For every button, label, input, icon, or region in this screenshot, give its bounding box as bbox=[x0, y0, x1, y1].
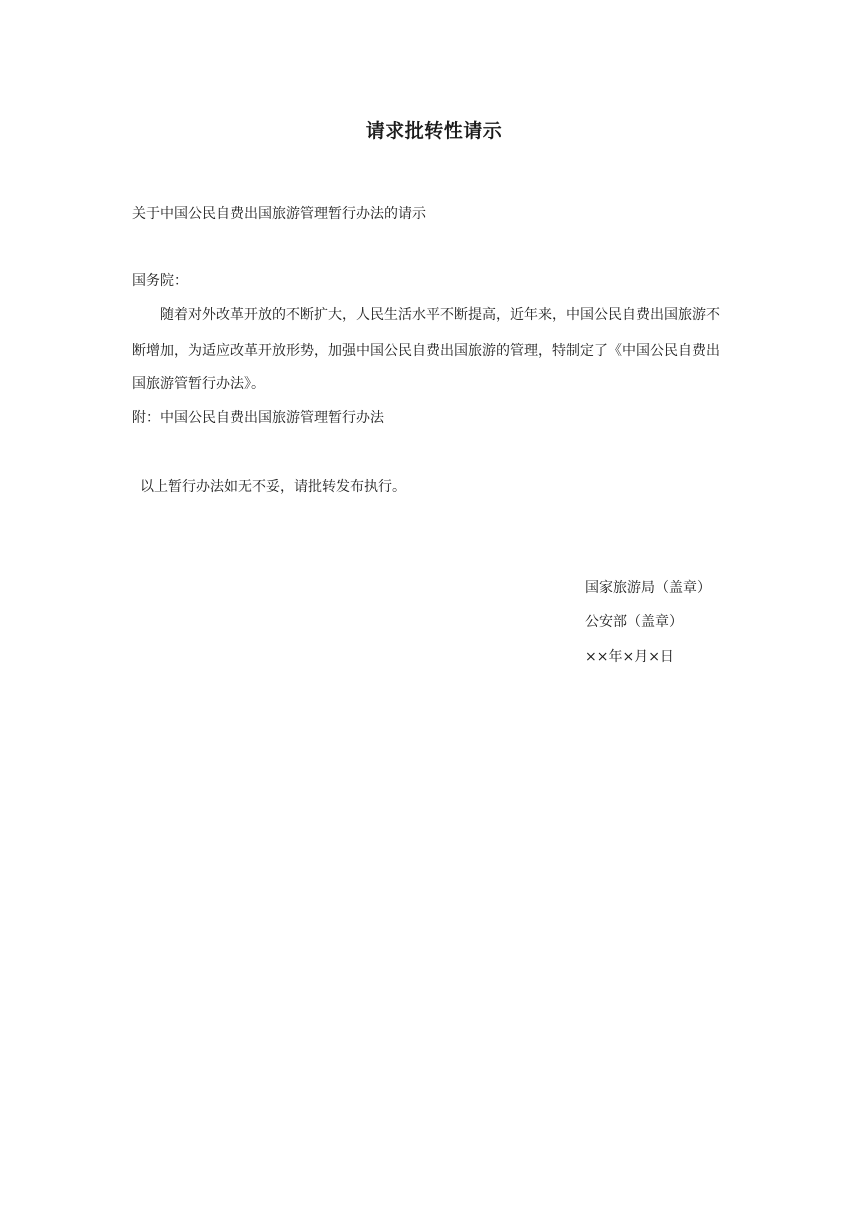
closing-request: 以上暂行办法如无不妥，请批转发布执行。 bbox=[140, 479, 406, 495]
body-line-3: 国旅游管暂行办法》。 bbox=[132, 376, 265, 392]
attachment-note: 附：中国公民自费出国旅游管理暂行办法 bbox=[132, 410, 384, 426]
document-title: 请求批转性请示 bbox=[365, 120, 503, 142]
signature-org-security: 公安部（盖章） bbox=[585, 614, 683, 630]
body-line-2: 断增加，为适应改革开放形势，加强中国公民自费出国旅游的管理，特制定了《中国公民自费出 bbox=[132, 343, 720, 359]
document-subject: 关于中国公民自费出国旅游管理暂行办法的请示 bbox=[132, 206, 426, 222]
signature-date: ××年×月×日 bbox=[585, 649, 674, 665]
addressee: 国务院： bbox=[132, 273, 188, 289]
body-line-1: 随着对外改革开放的不断扩大，人民生活水平不断提高，近年来，中国公民自费出国旅游不 bbox=[160, 307, 720, 323]
signature-org-tourism: 国家旅游局（盖章） bbox=[585, 580, 711, 596]
